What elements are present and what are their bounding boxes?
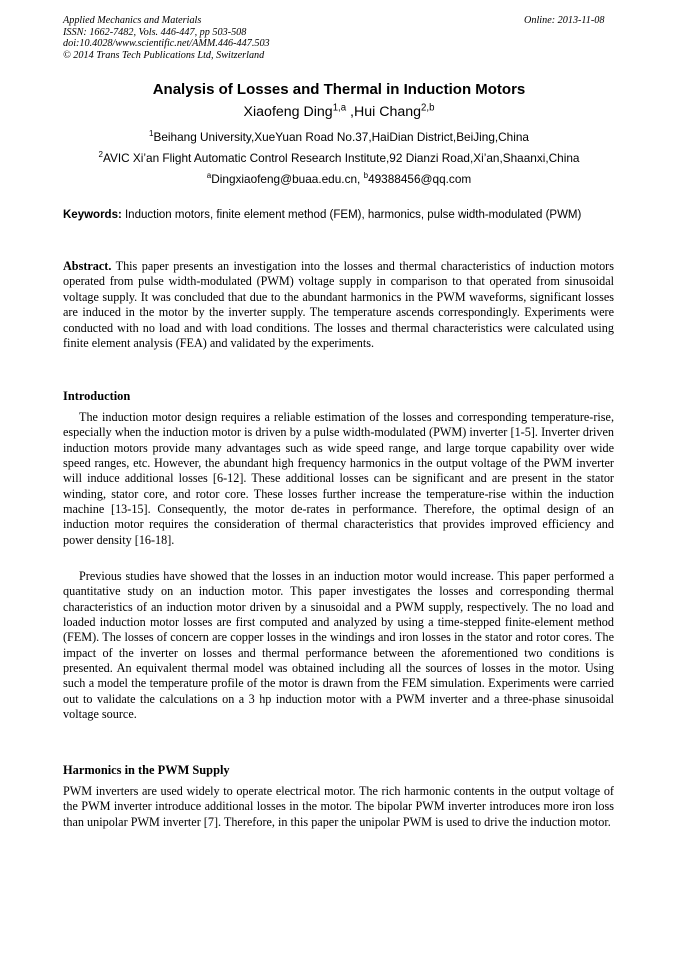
affiliation-1: [0, 130, 678, 144]
introduction-paragraph-1: The induction motor design requires a reliable estimation of the losses and corresponding temperature-rise, especially when the induction motor is driven by a pulse width-modulated (PWM) inverter [1-5]. Inverter driven induction motors provide many advantages such as wide speed range, and large torque capability over wide speed ranges, etc. However, the abundant high frequency harmonics in the output voltage of the PWM inverter will induce additional losses [6-12]. These additional losses can be significant and are present in the stator winding, stator core, and rotor core. These losses further increase the temperature-rise within the induction machine [13-15]. Consequently, the motor de-rates in performance. Therefore, the optimal design of an induction motor requires the consideration of thermal characteristics that provides improved efficiency and power density [16-18].: [63, 410, 614, 547]
journal-info: [63, 15, 270, 61]
author-name: Hui Chang: [353, 104, 422, 120]
keywords-label: Keywords:: [63, 209, 122, 221]
author-affiliation-mark: 2,b: [421, 102, 435, 114]
journal-name: Applied Mechanics and Materials: [63, 15, 202, 26]
section-heading-introduction: Introduction: [63, 389, 131, 403]
harmonics-paragraph-1: PWM inverters are used widely to operate electrical motor. The rich harmonic contents in the output voltage of the PWM inverter introduce additional losses in the motor. The bipolar PWM inverter introduces more iron loss than unipolar PWM inverter [7]. Therefore, in this paper the unipolar PWM is used to drive the induction motor.: [63, 784, 614, 829]
affiliation-2: [0, 151, 678, 165]
email-mark: a: [206, 171, 212, 181]
affiliation-text: Beihang University,XueYuan Road No.37,HaiDian District,BeiJing,China: [153, 130, 529, 144]
section-heading-harmonics: Harmonics in the PWM Supply: [63, 763, 230, 777]
journal-doi: doi:10.4028/www.scientific.net/AMM.446-447.503: [63, 38, 270, 49]
author-emails: [0, 172, 678, 186]
online-date: Online: 2013-11-08: [524, 15, 605, 26]
email-link[interactable]: 49388456@qq.com: [368, 172, 472, 186]
author-list: [0, 103, 678, 121]
keywords-text: Induction motors, finite element method (FEM), harmonics, pulse width-modulated (PWM): [121, 209, 582, 221]
keywords: [63, 208, 614, 223]
author-separator: ,: [346, 104, 354, 120]
affiliation-mark: 2: [98, 150, 103, 160]
abstract-text: This paper presents an investigation into the losses and thermal characteristics of induction motors operated from pulse width-modulated (PWM) voltage supply in comparison to that operated from sinusoidal voltage supply. It was concluded that due to the abundant harmonics in the PWM waveforms, significant losses are induced in the motor by the inverter supply. The temperature ascends correspondingly. Experiments were conducted with no load and with load conditions. The losses and thermal characteristics were calculated using finite element analysis (FEA) and validated by the experiments.: [63, 259, 614, 351]
abstract-label: Abstract.: [63, 259, 112, 273]
author-affiliation-mark: 1,a: [332, 102, 347, 114]
author-name: Xiaofeng Ding: [243, 104, 333, 120]
affiliation-mark: 1: [149, 129, 154, 139]
affiliation-text: AVIC Xi’an Flight Automatic Control Research Institute,92 Dianzi Road,Xi’an,Shaanxi,China: [102, 151, 580, 165]
abstract: [63, 259, 614, 351]
journal-issn: ISSN: 1662-7482, Vols. 446-447, pp 503-508: [63, 26, 247, 38]
email-link[interactable]: Dingxiaofeng@buaa.edu.cn,: [211, 172, 364, 186]
introduction-paragraph-2: Previous studies have showed that the losses in an induction motor would increase. This paper performed a quantitative study on an induction motor. This paper investigates the losses and corresponding thermal characteristics of an induction motor driven by a sinusoidal and a PWM supply, respectively. The no load and loaded induction motor losses are first computed and analyzed by using a time-stepped finite-element method (FEM). The losses of concern are copper losses in the windings and iron losses in the stator and rotor cores. The impact of the inverter on losses and thermal performance between the aforementioned two conditions is presented. An equivalent thermal model was obtained including all the sources of losses in the motor. Using such a model the temperature profile of the motor is drawn from the FEM simulation. Experiments were carried out to validate the calculations on a 3 hp induction motor with a PWM inverter and a three-phase sinusoidal voltage source.: [63, 569, 614, 722]
paper-title: Analysis of Losses and Thermal in Induction Motors: [152, 81, 526, 98]
journal-copyright: © 2014 Trans Tech Publications Ltd, Switzerland: [63, 49, 265, 61]
email-mark: b: [363, 171, 369, 181]
